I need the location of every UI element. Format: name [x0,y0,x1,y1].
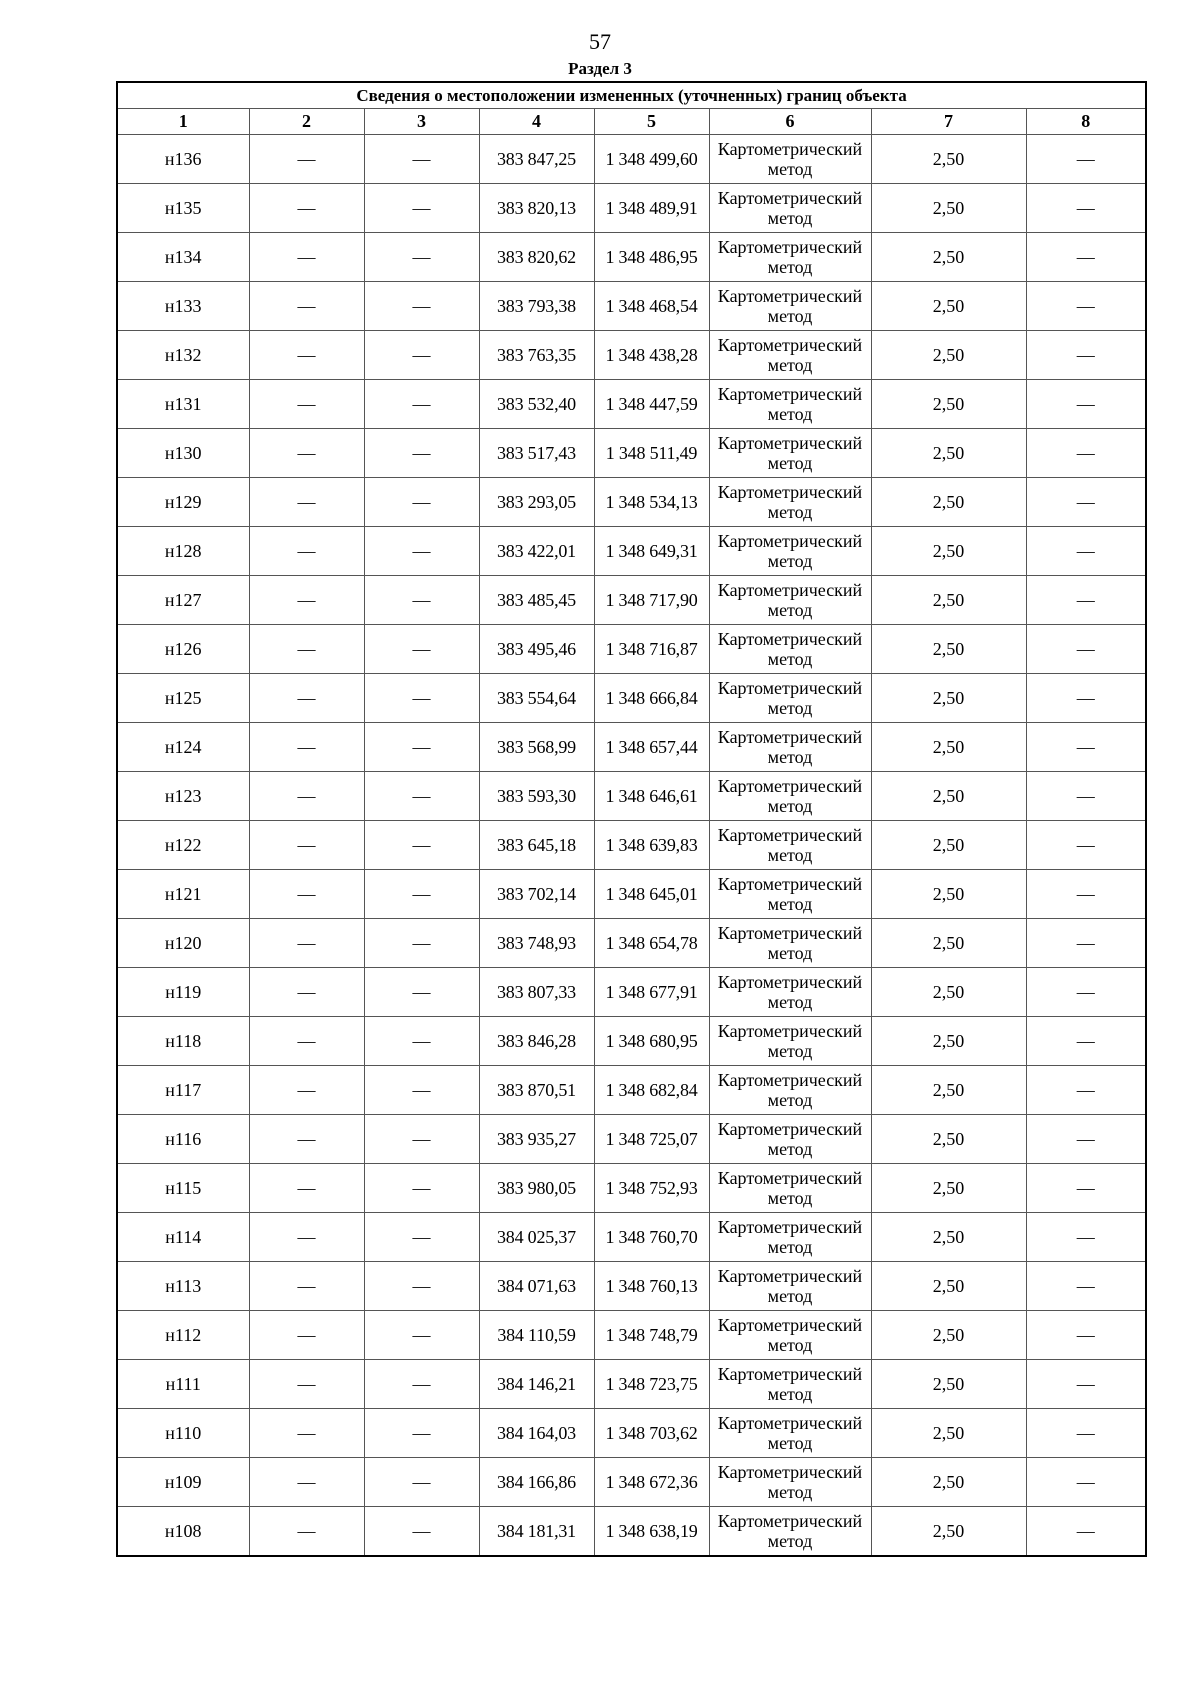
method-cell: Картометрический метод [709,625,871,674]
empty-value-cell: — [364,1115,479,1164]
point-name-cell: н117 [117,1066,249,1115]
method-cell: Картометрический метод [709,576,871,625]
empty-value-cell: — [364,429,479,478]
empty-value-cell: — [1026,1311,1146,1360]
point-name-cell: н109 [117,1458,249,1507]
point-name-cell: н133 [117,282,249,331]
method-cell: Картометрический метод [709,772,871,821]
table-row [117,478,1146,527]
point-name-cell: н110 [117,1409,249,1458]
point-name-cell: н126 [117,625,249,674]
x-coordinate-cell: 383 485,45 [479,576,594,625]
empty-value-cell: — [1026,527,1146,576]
y-coordinate-cell: 1 348 638,19 [594,1507,709,1557]
accuracy-cell: 2,50 [871,1458,1026,1507]
x-coordinate-cell: 383 593,30 [479,772,594,821]
accuracy-cell: 2,50 [871,625,1026,674]
table-row [117,870,1146,919]
empty-value-cell: — [249,625,364,674]
empty-value-cell: — [1026,135,1146,184]
empty-value-cell: — [249,1458,364,1507]
point-name-cell: н115 [117,1164,249,1213]
empty-value-cell: — [249,478,364,527]
point-name-cell: н116 [117,1115,249,1164]
empty-value-cell: — [364,674,479,723]
method-cell: Картометрический метод [709,968,871,1017]
accuracy-cell: 2,50 [871,576,1026,625]
table-row [117,1507,1146,1557]
table-row [117,968,1146,1017]
point-name-cell: н135 [117,184,249,233]
empty-value-cell: — [249,1409,364,1458]
x-coordinate-cell: 384 110,59 [479,1311,594,1360]
y-coordinate-cell: 1 348 680,95 [594,1017,709,1066]
table-row [117,135,1146,184]
accuracy-cell: 2,50 [871,478,1026,527]
empty-value-cell: — [1026,380,1146,429]
x-coordinate-cell: 384 146,21 [479,1360,594,1409]
table-row [117,723,1146,772]
empty-value-cell: — [249,1066,364,1115]
accuracy-cell: 2,50 [871,1066,1026,1115]
empty-value-cell: — [364,821,479,870]
method-cell: Картометрический метод [709,331,871,380]
method-cell: Картометрический метод [709,1017,871,1066]
y-coordinate-cell: 1 348 649,31 [594,527,709,576]
y-coordinate-cell: 1 348 725,07 [594,1115,709,1164]
table-row [117,772,1146,821]
accuracy-cell: 2,50 [871,1213,1026,1262]
method-cell: Картометрический метод [709,723,871,772]
empty-value-cell: — [364,870,479,919]
x-coordinate-cell: 384 181,31 [479,1507,594,1557]
table-row [117,625,1146,674]
empty-value-cell: — [364,1017,479,1066]
accuracy-cell: 2,50 [871,233,1026,282]
empty-value-cell: — [1026,821,1146,870]
column-number: 3 [364,109,479,135]
method-cell: Картометрический метод [709,429,871,478]
y-coordinate-cell: 1 348 760,70 [594,1213,709,1262]
table-row [117,674,1146,723]
point-name-cell: н136 [117,135,249,184]
method-cell: Картометрический метод [709,870,871,919]
method-cell: Картометрический метод [709,1458,871,1507]
empty-value-cell: — [364,723,479,772]
empty-value-cell: — [249,380,364,429]
column-number: 4 [479,109,594,135]
x-coordinate-cell: 383 935,27 [479,1115,594,1164]
point-name-cell: н119 [117,968,249,1017]
empty-value-cell: — [249,135,364,184]
empty-value-cell: — [364,919,479,968]
y-coordinate-cell: 1 348 654,78 [594,919,709,968]
accuracy-cell: 2,50 [871,870,1026,919]
y-coordinate-cell: 1 348 748,79 [594,1311,709,1360]
empty-value-cell: — [249,821,364,870]
empty-value-cell: — [1026,919,1146,968]
table-row [117,1409,1146,1458]
accuracy-cell: 2,50 [871,723,1026,772]
empty-value-cell: — [1026,674,1146,723]
column-number: 1 [117,109,249,135]
y-coordinate-cell: 1 348 672,36 [594,1458,709,1507]
empty-value-cell: — [1026,772,1146,821]
method-cell: Картометрический метод [709,282,871,331]
x-coordinate-cell: 383 820,62 [479,233,594,282]
point-name-cell: н124 [117,723,249,772]
empty-value-cell: — [364,282,479,331]
empty-value-cell: — [249,1360,364,1409]
x-coordinate-cell: 383 422,01 [479,527,594,576]
column-number: 7 [871,109,1026,135]
empty-value-cell: — [249,527,364,576]
point-name-cell: н118 [117,1017,249,1066]
point-name-cell: н129 [117,478,249,527]
empty-value-cell: — [364,233,479,282]
y-coordinate-cell: 1 348 489,91 [594,184,709,233]
accuracy-cell: 2,50 [871,1360,1026,1409]
empty-value-cell: — [364,478,479,527]
accuracy-cell: 2,50 [871,527,1026,576]
method-cell: Картометрический метод [709,1507,871,1557]
y-coordinate-cell: 1 348 760,13 [594,1262,709,1311]
table-row [117,1164,1146,1213]
point-name-cell: н128 [117,527,249,576]
point-name-cell: н114 [117,1213,249,1262]
empty-value-cell: — [364,1311,479,1360]
table-row [117,1017,1146,1066]
empty-value-cell: — [1026,968,1146,1017]
table-caption: Сведения о местоположении измененных (уточненных) границ объекта [117,82,1146,109]
empty-value-cell: — [1026,184,1146,233]
empty-value-cell: — [1026,576,1146,625]
table-row [117,1213,1146,1262]
x-coordinate-cell: 383 568,99 [479,723,594,772]
table-row [117,233,1146,282]
method-cell: Картометрический метод [709,1360,871,1409]
accuracy-cell: 2,50 [871,282,1026,331]
table-row [117,1458,1146,1507]
empty-value-cell: — [249,429,364,478]
empty-value-cell: — [364,772,479,821]
x-coordinate-cell: 384 025,37 [479,1213,594,1262]
method-cell: Картометрический метод [709,674,871,723]
table-row [117,380,1146,429]
point-name-cell: н112 [117,1311,249,1360]
point-name-cell: н113 [117,1262,249,1311]
empty-value-cell: — [364,527,479,576]
x-coordinate-cell: 383 645,18 [479,821,594,870]
y-coordinate-cell: 1 348 666,84 [594,674,709,723]
empty-value-cell: — [1026,1360,1146,1409]
point-name-cell: н125 [117,674,249,723]
x-coordinate-cell: 383 820,13 [479,184,594,233]
method-cell: Картометрический метод [709,380,871,429]
y-coordinate-cell: 1 348 682,84 [594,1066,709,1115]
accuracy-cell: 2,50 [871,1262,1026,1311]
accuracy-cell: 2,50 [871,429,1026,478]
empty-value-cell: — [1026,723,1146,772]
point-name-cell: н123 [117,772,249,821]
accuracy-cell: 2,50 [871,135,1026,184]
empty-value-cell: — [249,674,364,723]
empty-value-cell: — [1026,1262,1146,1311]
empty-value-cell: — [249,184,364,233]
y-coordinate-cell: 1 348 534,13 [594,478,709,527]
empty-value-cell: — [249,1017,364,1066]
accuracy-cell: 2,50 [871,1115,1026,1164]
accuracy-cell: 2,50 [871,674,1026,723]
point-name-cell: н121 [117,870,249,919]
empty-value-cell: — [249,331,364,380]
empty-value-cell: — [1026,1458,1146,1507]
empty-value-cell: — [1026,1017,1146,1066]
empty-value-cell: — [364,1507,479,1557]
y-coordinate-cell: 1 348 438,28 [594,331,709,380]
x-coordinate-cell: 383 980,05 [479,1164,594,1213]
y-coordinate-cell: 1 348 645,01 [594,870,709,919]
x-coordinate-cell: 383 793,38 [479,282,594,331]
accuracy-cell: 2,50 [871,821,1026,870]
table-row [117,576,1146,625]
empty-value-cell: — [1026,625,1146,674]
empty-value-cell: — [364,1164,479,1213]
point-name-cell: н134 [117,233,249,282]
table-row [117,282,1146,331]
empty-value-cell: — [249,772,364,821]
accuracy-cell: 2,50 [871,1164,1026,1213]
empty-value-cell: — [364,331,479,380]
table-row [117,527,1146,576]
accuracy-cell: 2,50 [871,1311,1026,1360]
empty-value-cell: — [1026,331,1146,380]
empty-value-cell: — [364,1213,479,1262]
point-name-cell: н131 [117,380,249,429]
method-cell: Картометрический метод [709,1213,871,1262]
table-row [117,331,1146,380]
empty-value-cell: — [249,723,364,772]
x-coordinate-cell: 383 846,28 [479,1017,594,1066]
y-coordinate-cell: 1 348 723,75 [594,1360,709,1409]
empty-value-cell: — [364,380,479,429]
empty-value-cell: — [364,1262,479,1311]
empty-value-cell: — [364,1360,479,1409]
column-number: 6 [709,109,871,135]
y-coordinate-cell: 1 348 639,83 [594,821,709,870]
empty-value-cell: — [249,1262,364,1311]
x-coordinate-cell: 383 293,05 [479,478,594,527]
empty-value-cell: — [364,576,479,625]
y-coordinate-cell: 1 348 447,59 [594,380,709,429]
x-coordinate-cell: 384 164,03 [479,1409,594,1458]
empty-value-cell: — [249,968,364,1017]
empty-value-cell: — [364,184,479,233]
table-row [117,1311,1146,1360]
x-coordinate-cell: 383 748,93 [479,919,594,968]
empty-value-cell: — [249,1311,364,1360]
accuracy-cell: 2,50 [871,1409,1026,1458]
table-row [117,1262,1146,1311]
method-cell: Картометрический метод [709,1115,871,1164]
empty-value-cell: — [249,1164,364,1213]
point-name-cell: н108 [117,1507,249,1557]
x-coordinate-cell: 383 847,25 [479,135,594,184]
y-coordinate-cell: 1 348 716,87 [594,625,709,674]
y-coordinate-cell: 1 348 499,60 [594,135,709,184]
accuracy-cell: 2,50 [871,772,1026,821]
y-coordinate-cell: 1 348 468,54 [594,282,709,331]
empty-value-cell: — [1026,1213,1146,1262]
empty-value-cell: — [1026,1164,1146,1213]
point-name-cell: н120 [117,919,249,968]
page-number: 57 [589,29,611,54]
y-coordinate-cell: 1 348 717,90 [594,576,709,625]
empty-value-cell: — [364,625,479,674]
empty-value-cell: — [249,233,364,282]
empty-value-cell: — [1026,1066,1146,1115]
x-coordinate-cell: 383 870,51 [479,1066,594,1115]
y-coordinate-cell: 1 348 703,62 [594,1409,709,1458]
point-name-cell: н111 [117,1360,249,1409]
empty-value-cell: — [249,870,364,919]
table-row [117,429,1146,478]
empty-value-cell: — [1026,1507,1146,1557]
x-coordinate-cell: 383 532,40 [479,380,594,429]
empty-value-cell: — [1026,429,1146,478]
column-number: 2 [249,109,364,135]
method-cell: Картометрический метод [709,1311,871,1360]
method-cell: Картометрический метод [709,1066,871,1115]
empty-value-cell: — [1026,478,1146,527]
method-cell: Картометрический метод [709,527,871,576]
accuracy-cell: 2,50 [871,919,1026,968]
empty-value-cell: — [249,282,364,331]
point-name-cell: н122 [117,821,249,870]
accuracy-cell: 2,50 [871,1507,1026,1557]
empty-value-cell: — [1026,1115,1146,1164]
y-coordinate-cell: 1 348 677,91 [594,968,709,1017]
accuracy-cell: 2,50 [871,331,1026,380]
empty-value-cell: — [249,576,364,625]
empty-value-cell: — [249,1115,364,1164]
point-name-cell: н130 [117,429,249,478]
table-row [117,1066,1146,1115]
empty-value-cell: — [1026,1409,1146,1458]
y-coordinate-cell: 1 348 511,49 [594,429,709,478]
x-coordinate-cell: 383 554,64 [479,674,594,723]
column-number-row [117,109,1146,135]
empty-value-cell: — [1026,870,1146,919]
x-coordinate-cell: 383 702,14 [479,870,594,919]
y-coordinate-cell: 1 348 646,61 [594,772,709,821]
table-row [117,1115,1146,1164]
column-number: 5 [594,109,709,135]
empty-value-cell: — [364,1458,479,1507]
empty-value-cell: — [249,919,364,968]
table-body [117,135,1146,1557]
method-cell: Картометрический метод [709,1164,871,1213]
x-coordinate-cell: 384 071,63 [479,1262,594,1311]
empty-value-cell: — [364,135,479,184]
column-number: 8 [1026,109,1146,135]
method-cell: Картометрический метод [709,919,871,968]
method-cell: Картометрический метод [709,184,871,233]
empty-value-cell: — [364,968,479,1017]
empty-value-cell: — [249,1507,364,1557]
method-cell: Картометрический метод [709,821,871,870]
point-name-cell: н132 [117,331,249,380]
method-cell: Картометрический метод [709,1262,871,1311]
empty-value-cell: — [249,1213,364,1262]
x-coordinate-cell: 383 517,43 [479,429,594,478]
table-row [117,1360,1146,1409]
accuracy-cell: 2,50 [871,968,1026,1017]
empty-value-cell: — [364,1066,479,1115]
accuracy-cell: 2,50 [871,1017,1026,1066]
empty-value-cell: — [1026,233,1146,282]
x-coordinate-cell: 383 807,33 [479,968,594,1017]
x-coordinate-cell: 383 495,46 [479,625,594,674]
y-coordinate-cell: 1 348 657,44 [594,723,709,772]
x-coordinate-cell: 384 166,86 [479,1458,594,1507]
empty-value-cell: — [1026,282,1146,331]
method-cell: Картометрический метод [709,135,871,184]
empty-value-cell: — [364,1409,479,1458]
accuracy-cell: 2,50 [871,184,1026,233]
section-title: Раздел 3 [568,59,632,78]
table-row [117,919,1146,968]
table-row [117,821,1146,870]
y-coordinate-cell: 1 348 752,93 [594,1164,709,1213]
method-cell: Картометрический метод [709,1409,871,1458]
method-cell: Картометрический метод [709,478,871,527]
y-coordinate-cell: 1 348 486,95 [594,233,709,282]
accuracy-cell: 2,50 [871,380,1026,429]
point-name-cell: н127 [117,576,249,625]
x-coordinate-cell: 383 763,35 [479,331,594,380]
boundary-coordinates-table [116,81,1147,1557]
table-row [117,184,1146,233]
method-cell: Картометрический метод [709,233,871,282]
